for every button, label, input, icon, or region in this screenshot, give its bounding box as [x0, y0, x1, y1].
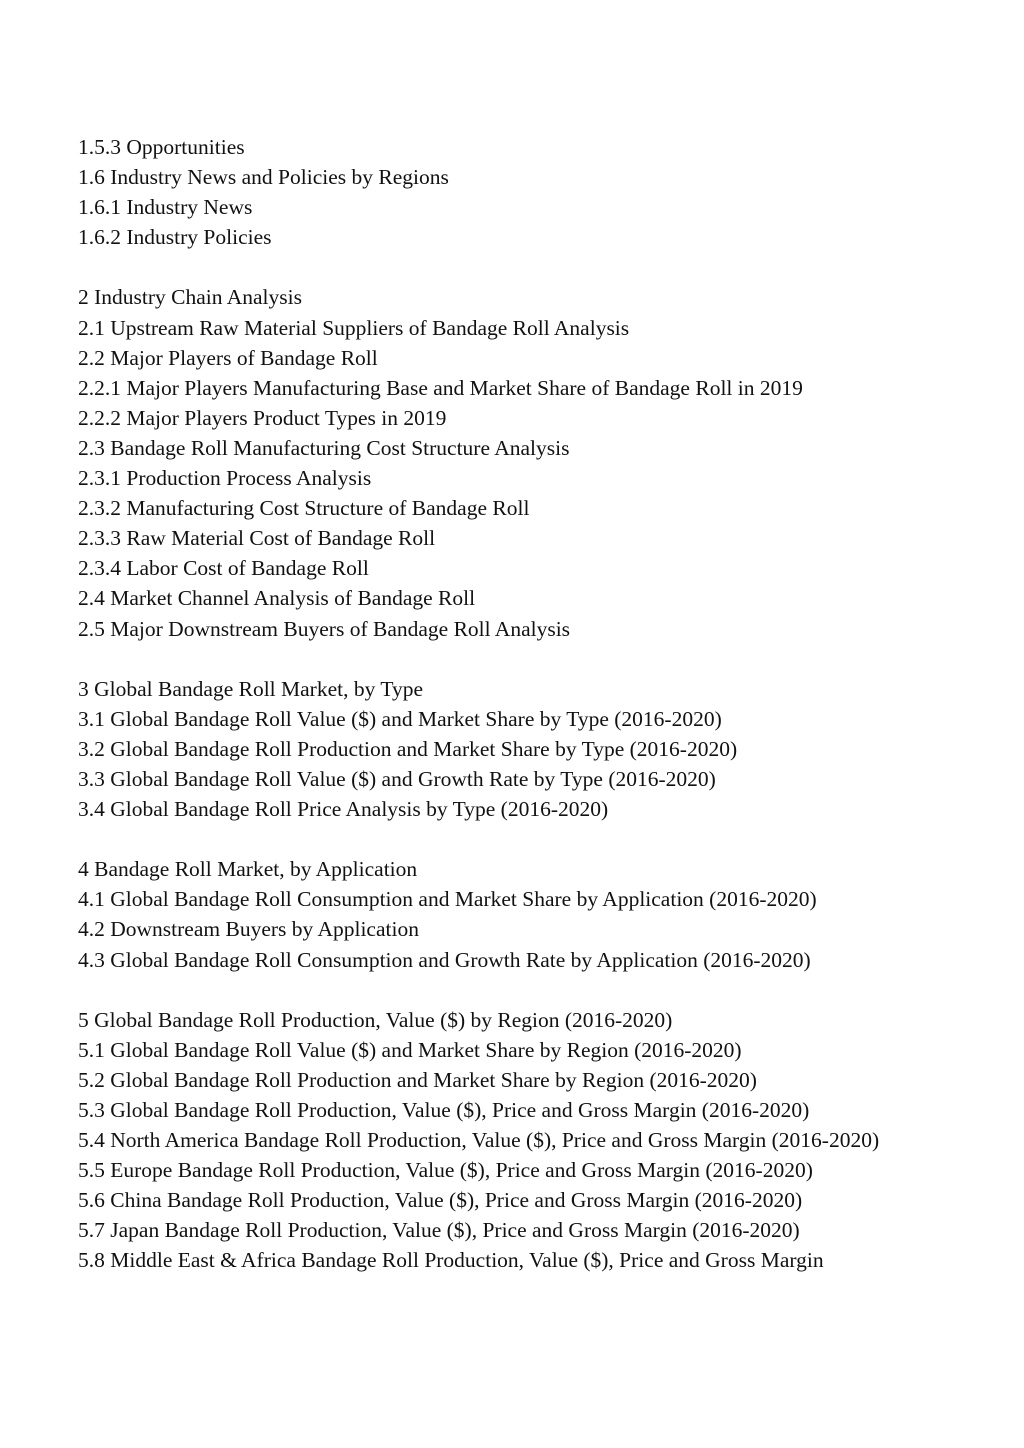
toc-section-4 [78, 854, 958, 974]
toc-chapter-heading: 2 Industry Chain Analysis [78, 285, 302, 310]
toc-section-2 [78, 282, 958, 643]
toc-entry: 3.4 Global Bandage Roll Price Analysis by Type (2016-2020) [78, 797, 609, 822]
toc-entry: 5.3 Global Bandage Roll Production, Value ($), Price and Gross Margin (2016-2020) [78, 1098, 810, 1122]
toc-entry: 4.2 Downstream Buyers by Application [78, 917, 419, 942]
toc-entry: 5.4 North America Bandage Roll Production, Value ($), Price and Gross Margin (2016-2020) [78, 1128, 880, 1153]
toc-entry: 2.3.2 Manufacturing Cost Structure of Bandage Roll [78, 496, 530, 521]
toc-entry: 5.1 Global Bandage Roll Value ($) and Market Share by Region (2016-2020) [78, 1037, 742, 1062]
toc-entry: 2.2.1 Major Players Manufacturing Base and Market Share of Bandage Roll in 2019 [78, 375, 803, 400]
toc-entry: 5.2 Global Bandage Roll Production and Market Share by Region (2016-2020) [78, 1067, 757, 1092]
toc-entry: 3.3 Global Bandage Roll Value ($) and Growth Rate by Type (2016-2020) [78, 766, 716, 791]
toc-entry: 2.3.4 Labor Cost of Bandage Roll [78, 556, 369, 581]
toc-entry: 1.6.2 Industry Policies [78, 225, 272, 250]
toc-entry: 3.1 Global Bandage Roll Value ($) and Market Share by Type (2016-2020) [78, 706, 722, 731]
toc-entry: 3.2 Global Bandage Roll Production and Market Share by Type (2016-2020) [78, 736, 738, 761]
toc-entry: 4.1 Global Bandage Roll Consumption and Market Share by Application (2016-2020) [78, 887, 817, 912]
toc-entry: 5.6 China Bandage Roll Production, Value ($), Price and Gross Margin (2016-2020) [78, 1188, 803, 1213]
toc-entry: 4.3 Global Bandage Roll Consumption and Growth Rate by Application (2016-2020) [78, 947, 811, 972]
toc-entry: 1.6 Industry News and Policies by Regions [78, 165, 449, 190]
toc-entry: 1.5.3 Opportunities [78, 135, 245, 159]
toc-entry: 2.3.1 Production Process Analysis [78, 466, 372, 491]
toc-chapter-heading: 3 Global Bandage Roll Market, by Type [78, 676, 424, 701]
toc-entry: 5.8 Middle East & Africa Bandage Roll Production, Value ($), Price and Gross Margin [78, 1248, 824, 1273]
toc-chapter-heading: 4 Bandage Roll Market, by Application [78, 857, 418, 882]
toc-entry: 2.4 Market Channel Analysis of Bandage Roll [78, 586, 476, 611]
toc-entry: 2.1 Upstream Raw Material Suppliers of Bandage Roll Analysis [78, 315, 630, 340]
toc-section-5 [78, 1005, 958, 1276]
toc-entry: 2.2.2 Major Players Product Types in 2019 [78, 405, 447, 430]
toc-entry: 2.2 Major Players of Bandage Roll [78, 345, 378, 370]
toc-entry: 2.5 Major Downstream Buyers of Bandage Roll Analysis [78, 616, 571, 641]
toc-entry: 2.3.3 Raw Material Cost of Bandage Roll [78, 526, 436, 551]
toc-entry: 5.7 Japan Bandage Roll Production, Value ($), Price and Gross Margin (2016-2020) [78, 1218, 800, 1243]
toc-entry: 1.6.1 Industry News [78, 195, 253, 220]
toc-section-3 [78, 674, 958, 824]
toc-chapter-heading: 5 Global Bandage Roll Production, Value ($) by Region (2016-2020) [78, 1007, 673, 1032]
toc-section-1-continued [78, 132, 958, 252]
toc-entry: 2.3 Bandage Roll Manufacturing Cost Structure Analysis [78, 435, 570, 460]
toc-entry: 5.5 Europe Bandage Roll Production, Value ($), Price and Gross Margin (2016-2020) [78, 1158, 813, 1183]
table-of-contents [78, 132, 958, 1306]
